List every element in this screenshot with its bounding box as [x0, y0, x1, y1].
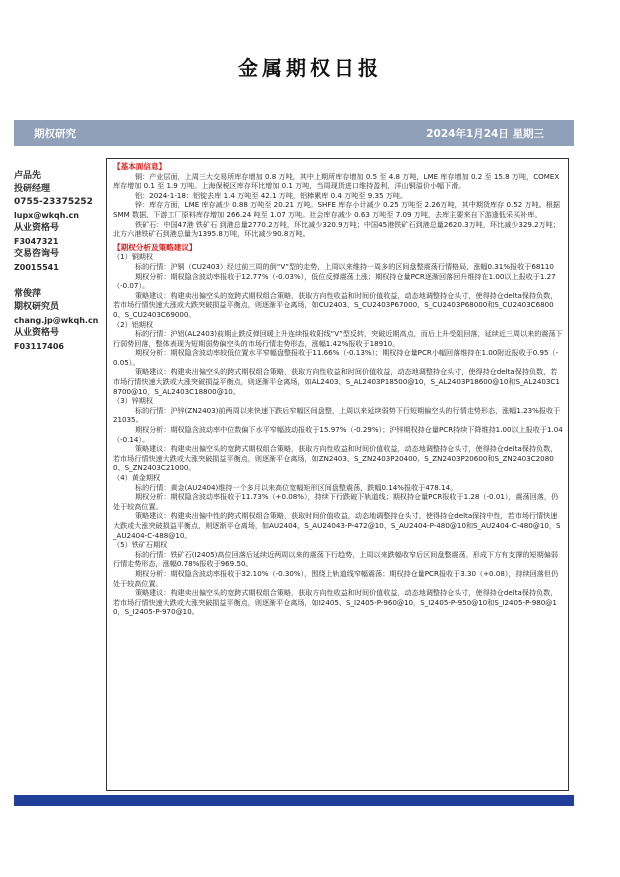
analyst-role: 期权研究员 [14, 302, 60, 312]
analysis-paragraph: 期权分析：期权隐含波动率报收于12.77%（-0.03%），低位反弹震荡上涨；期权持仓量PCR逐渐回落回升维持在1.00以上报收于1.27（-0.07）。 [113, 271, 556, 291]
strategy-title: 【期权分析及策略建议】 [113, 242, 197, 252]
subsection-heading: （1）铜期权 [113, 252, 153, 262]
report-title: 金属期权日报 [238, 56, 382, 80]
cert-number: F3047321 [14, 237, 59, 246]
analysis-paragraph: 标的行情：黄金(AU2404)维持一个多月以来高位宽幅矩形区间盘整震荡，跌幅0.14%报收于478.14。 [135, 482, 458, 492]
basic-paragraph: 锌：库存方面，LME 库存减少 0.88 万吨至 20.21 万吨。SHFE 库存小计减少 0.25 万吨至 2.26万吨，其中期货库存 0.52 万吨。根据 SMM 数据，下游工厂原料库存增加 266.24 吨至 1.07 万吨。社会库存减少 0.63 万吨至 7.09 万吨，去库主要来自下游逢低采买补库。 [113, 200, 560, 219]
analysis-paragraph: 标的行情：铁矿石(I2405)高位回落后延续近两周以来的震荡下行趋势，上周以来跌幅收窄后区间盘整震荡，形成下方有支撑的短期偏弱行情走势形态，涨幅0.78%报收于969.50。 [113, 549, 558, 569]
analysis-paragraph: 策略建议：构建卖出偏空头的宽跨式期权组合策略，获取方向性收益和时间价值收益，动态地调整持仓头寸，使得持仓delta保持负数，若市场行情快速大涨或大跌突破损益平衡点，则逐渐平仓离场，如CU2403、S_CU2403P67000、S_CU2403P68000和S_CU2403C68000、S_CU2403C69000。 [113, 290, 558, 319]
analysis-paragraph: 策略建议：构建卖出偏中性的跨式期权组合策略，获取时间价值收益，动态地调整持仓头寸，使得持仓delta保持中性，若市场行情快速大跌或大涨突破损益平衡点，则逐渐平仓离场，如AU2404、S_AU24043-P-472@10、S_AU2404-P-480@10和S_AU2404-C-480@10，S_AU2404-C-488@10。 [113, 511, 561, 540]
analysis-paragraph: 标的行情：沪锌(ZN2403)前两周以来快速下跌后窄幅区间盘整，上周以来延续弱势下行短期偏空头的行情走势形态，涨幅1.23%报收于21035。 [113, 405, 561, 425]
subsection-heading: （3）锌期权 [113, 396, 153, 406]
basic-paragraph: 铁矿石：中国47港 铁矿石 到港总量2770.2万吨，环比减少320.9万吨；中国45港铁矿石到港总量2620.3万吨，环比减少329.2万吨；北方六港铁矿石到港总量为1395.8万吨，环比减少90.8万吨。 [113, 219, 560, 239]
header-band [14, 120, 574, 146]
analysis-paragraph: 策略建议：构建卖出偏空头的跨式期权组合策略，获取方向性收益和时间价值收益，动态地调整持仓头寸，使得持仓delta保持负数，若市场行情快速大跌或大涨突破损益平衡点，则逐渐平仓离场，如AL2403、S_AL2403P18500@10，S_AL2403P18600@10和S_AL2403C18700@10，S_AL2403C18800@10。 [113, 367, 560, 396]
cert-label: 从业资格号 [14, 223, 60, 233]
basic-paragraph: 铜：产业层面，上周三大交易所库存增加 0.8 万吨，其中上期所库存增加 0.5 至 4.8 万吨，LME 库存增加 0.2 至 15.8 万吨，COMEX库存增加 0.1 至 1.9 万吨。上海保税区库存环比增加 0.1 万吨，当周现货进口维持盈利，洋山铜溢价小幅下滑。 [113, 171, 560, 191]
analysis-paragraph: 策略建议：构建卖出偏空头的宽跨式期权组合策略，获取方向性收益和时间价值收益，动态地调整持仓头寸，使得持仓delta保持负数，若市场行情快速大跌或大涨突破损益平衡点，则逐渐平仓离场，如I2405、S_I2405-P-960@10，S_I2405-P-950@10和S_I2405-P-980@10，S_I2405-P-970@10。 [113, 588, 558, 617]
analysis-paragraph: 期权分析：期权隐含波动率中位数偏下水平窄幅波动报收于15.97%（-0.29%）；沪锌期权持仓量PCR持续下降维持1.00以上报收于1.04（-0.14）。 [113, 425, 563, 444]
basic-info-title: 【基本面信息】 [113, 162, 167, 171]
report-date: 2024年1月24日 星期三 [426, 127, 544, 140]
subsection-heading: （2）铝期权 [113, 319, 153, 329]
analyst-sidebar [14, 170, 108, 353]
advisor-number: Z0015541 [14, 263, 59, 272]
analysis-paragraph: 标的行情：沪铜（CU2403）经过前三周的倒“V”型的走势，上周以来维持一周多的区间盘整震荡行情格局，涨幅0.31%报收于68110 [135, 261, 554, 271]
subsection-heading: （4）黄金期权 [113, 473, 161, 482]
footer-bar [14, 795, 574, 806]
cert-label: 从业资格号 [14, 328, 60, 338]
basic-paragraph: 铝：2024-1-18：铝锭去库 1.4 万吨至 42.1 万吨，铝棒累库 0.4 万吨至 9.35 万吨。 [135, 190, 408, 200]
analysis-paragraph: 策略建议：构建卖出偏空头的宽跨式期权组合策略，获取方向性收益和时间价值收益，动态地调整持仓头寸，使得持仓delta保持负数，若市场行情快速大跌或大涨突破损益平衡点，则逐渐平仓离场，如ZN2403、S_ZN2403P20400、S_ZN2403P20600和S_ZN2403C20800、S_ZN2403C21000。 [113, 444, 558, 473]
subsection-heading: （5）铁矿石期权 [113, 540, 168, 550]
analysis-paragraph: 期权分析：期权隐含波动率报收于11.73%（+0.08%），持续下行跌破下轨道线；期权持仓量PCR报收于1.28（-0.01），震荡回落，仍处于较高位置。 [113, 492, 559, 511]
report-body [106, 158, 569, 791]
analysis-paragraph: 期权分析：期权隐含波动率报收于32.10%（-0.30%），围绕上轨道线窄幅震荡；期权持仓量PCR报收于3.30（+0.08），持续回落但仍处于较高位置。 [113, 568, 559, 588]
advisor-label: 交易咨询号 [14, 249, 60, 259]
analyst-email[interactable]: chang.jp@wkqh.cn [14, 316, 99, 325]
cert-number: F03117406 [14, 342, 64, 351]
analyst-email[interactable]: lupx@wkqh.cn [14, 211, 79, 220]
analyst-name: 常俊萍 [14, 289, 42, 299]
analysis-paragraph: 期权分析：期权隐含波动率较低位置水平窄幅盘整报收于11.66%（-0.13%）；期权持仓量PCR小幅回落维持在1.00附近报收于0.95（-0.05）。 [113, 348, 559, 367]
analyst-phone: 0755-23375252 [14, 197, 93, 207]
analyst-role: 投研经理 [14, 184, 51, 194]
analyst-name: 卢品先 [14, 171, 42, 181]
analysis-paragraph: 标的行情：沪铝(AL2403)前期止跌反弹回暖上升连续报收阳线“V”型反转，突破近期高点，而后上升受阻回落，延续近三周以来的震荡下行弱势回落，整体表现为短期弱势偏空头的市场行情走势形态，涨幅1.42%报收于18910。 [113, 329, 563, 348]
section-label: 期权研究 [34, 127, 76, 140]
